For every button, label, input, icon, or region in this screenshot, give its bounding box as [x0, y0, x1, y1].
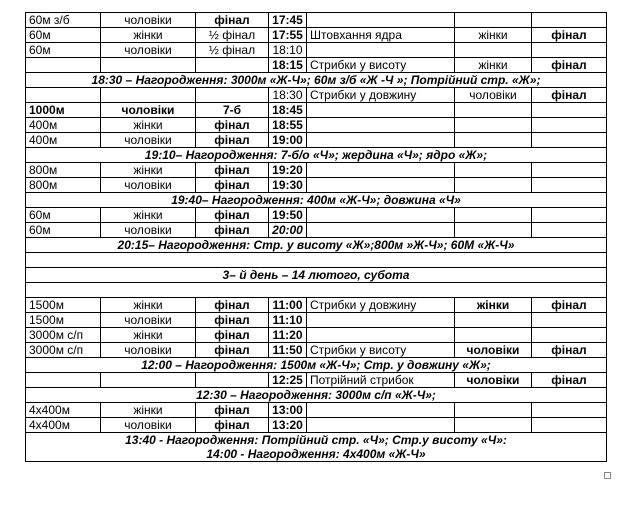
empty-cell	[532, 163, 607, 178]
field-gender-cell: чоловіки	[455, 88, 532, 103]
empty-cell	[455, 163, 532, 178]
field-gender-cell	[455, 328, 532, 343]
table-row	[26, 43, 607, 58]
table-row	[26, 373, 607, 388]
round-cell: фінал	[196, 343, 269, 358]
empty-cell	[307, 208, 455, 223]
award-row	[26, 238, 607, 253]
empty-cell	[307, 418, 455, 433]
event-cell: 1500м	[26, 298, 101, 313]
gender-cell: жінки	[101, 298, 196, 313]
event-cell: 1000м	[26, 103, 101, 118]
field-event-cell: Стрибки у довжину	[307, 88, 455, 103]
time-cell: 17:55	[269, 28, 307, 43]
gender-cell	[101, 88, 196, 103]
empty-cell	[532, 223, 607, 238]
empty-cell	[455, 223, 532, 238]
gender-cell: жінки	[101, 328, 196, 343]
spacer-row	[26, 253, 607, 268]
field-event-cell	[307, 313, 455, 328]
time-cell: 20:00	[269, 223, 307, 238]
event-cell: 3000м с/п	[26, 328, 101, 343]
round-cell: 7-б	[196, 103, 269, 118]
round-cell: фінал	[196, 208, 269, 223]
field-gender-cell: жінки	[455, 298, 532, 313]
empty-cell	[455, 418, 532, 433]
event-cell: 400м	[26, 133, 101, 148]
field-round-cell: фінал	[532, 373, 607, 388]
field-round-cell: фінал	[532, 88, 607, 103]
round-cell: фінал	[196, 298, 269, 313]
empty-cell	[532, 403, 607, 418]
spacer-row	[26, 283, 607, 298]
time-cell: 11:00	[269, 298, 307, 313]
award-row	[26, 193, 607, 208]
field-event-cell: Стрибки у висоту	[307, 58, 455, 73]
round-cell: ½ фінал	[196, 43, 269, 58]
table-row	[26, 58, 607, 73]
gender-cell: жінки	[101, 28, 196, 43]
award-row	[26, 358, 607, 373]
field-round-cell	[532, 313, 607, 328]
event-cell: 60м	[26, 43, 101, 58]
round-cell: фінал	[196, 118, 269, 133]
table-row	[26, 208, 607, 223]
field-event-cell	[307, 133, 455, 148]
schedule-table	[25, 12, 607, 462]
empty-cell	[307, 223, 455, 238]
round-cell	[196, 88, 269, 103]
gender-cell: чоловіки	[101, 103, 196, 118]
field-gender-cell: чоловіки	[455, 343, 532, 358]
empty-cell	[26, 253, 607, 268]
time-cell: 13:20	[269, 418, 307, 433]
empty-cell	[307, 178, 455, 193]
gender-cell: жінки	[101, 208, 196, 223]
empty-cell	[26, 373, 101, 388]
field-round-cell	[532, 13, 607, 28]
time-cell: 12:25	[269, 373, 307, 388]
time-cell: 18:45	[269, 103, 307, 118]
field-event-cell: Стрибки у довжину	[307, 298, 455, 313]
award-announcement: 19:40– Нагородження: 400м «Ж-Ч»; довжина «Ч»	[26, 193, 607, 208]
round-cell: фінал	[196, 178, 269, 193]
award-announcement: 20:15– Нагородження: Стр. у висоту «Ж»;800м »Ж-Ч»; 60М «Ж-Ч»	[26, 238, 607, 253]
round-cell: фінал	[196, 313, 269, 328]
event-cell: 60м	[26, 208, 101, 223]
field-event-cell	[307, 328, 455, 343]
table-row	[26, 403, 607, 418]
field-round-cell	[532, 43, 607, 58]
event-cell: 4х400м	[26, 418, 101, 433]
empty-cell	[196, 373, 269, 388]
field-gender-cell: жінки	[455, 28, 532, 43]
table-row	[26, 103, 607, 118]
event-cell: 400м	[26, 118, 101, 133]
table-row	[26, 28, 607, 43]
gender-cell: жінки	[101, 163, 196, 178]
event-cell: 800м	[26, 163, 101, 178]
empty-cell	[532, 208, 607, 223]
empty-cell	[455, 403, 532, 418]
field-gender-cell: жінки	[455, 58, 532, 73]
table-row	[26, 418, 607, 433]
gender-cell: чоловіки	[101, 223, 196, 238]
award-announcement: 18:30 – Нагородження: 3000м «Ж-Ч»; 60м з/б «Ж -Ч »; Потрійний стр. «Ж»;	[26, 73, 607, 88]
empty-cell	[307, 403, 455, 418]
time-cell: 17:45	[269, 13, 307, 28]
day-header-row	[26, 268, 607, 283]
table-row	[26, 118, 607, 133]
time-cell: 11:20	[269, 328, 307, 343]
table-row	[26, 88, 607, 103]
field-gender-cell: чоловіки	[455, 373, 532, 388]
field-round-cell: фінал	[532, 28, 607, 43]
field-gender-cell	[455, 43, 532, 58]
table-row	[26, 178, 607, 193]
event-cell: 60м	[26, 28, 101, 43]
event-cell: 60м з/б	[26, 13, 101, 28]
gender-cell: чоловіки	[101, 343, 196, 358]
award-line: 13:40 - Нагородження: Потрійний стр. «Ч»; Стр.у висоту «Ч»:	[125, 433, 507, 447]
empty-cell	[455, 178, 532, 193]
round-cell: фінал	[196, 133, 269, 148]
field-event-cell	[307, 43, 455, 58]
table-row	[26, 313, 607, 328]
time-cell: 18:15	[269, 58, 307, 73]
empty-cell	[101, 373, 196, 388]
table-row	[26, 163, 607, 178]
event-cell	[26, 88, 101, 103]
field-gender-cell	[455, 133, 532, 148]
event-cell: 1500м	[26, 313, 101, 328]
table-row	[26, 298, 607, 313]
award-row	[26, 73, 607, 88]
award-row	[26, 433, 607, 462]
round-cell	[196, 58, 269, 73]
gender-cell: чоловіки	[101, 178, 196, 193]
round-cell: фінал	[196, 328, 269, 343]
gender-cell	[101, 58, 196, 73]
award-announcement	[26, 433, 607, 462]
empty-cell	[455, 208, 532, 223]
event-cell: 3000м с/п	[26, 343, 101, 358]
award-announcement: 19:10– Нагородження: 7-б/о «Ч»; жердина «Ч»; ядро «Ж»;	[26, 148, 607, 163]
gender-cell: чоловіки	[101, 418, 196, 433]
award-announcement: 12:00 – Нагородження: 1500м «Ж-Ч»; Стр. у довжину «Ж»;	[26, 358, 607, 373]
empty-cell	[532, 178, 607, 193]
award-line: 14:00 - Нагородження: 4х400м «Ж-Ч»	[206, 447, 426, 461]
event-cell: 60м	[26, 223, 101, 238]
time-cell: 11:50	[269, 343, 307, 358]
field-round-cell	[532, 133, 607, 148]
time-cell: 13:00	[269, 403, 307, 418]
field-event-cell: Стрибки у висоту	[307, 343, 455, 358]
time-cell: 11:10	[269, 313, 307, 328]
field-round-cell	[532, 118, 607, 133]
round-cell: фінал	[196, 13, 269, 28]
field-round-cell	[532, 328, 607, 343]
round-cell: фінал	[196, 403, 269, 418]
gender-cell: чоловіки	[101, 13, 196, 28]
field-gender-cell	[455, 313, 532, 328]
empty-cell	[26, 283, 607, 298]
time-cell: 18:55	[269, 118, 307, 133]
time-cell: 19:50	[269, 208, 307, 223]
gender-cell: чоловіки	[101, 133, 196, 148]
round-cell: фінал	[196, 163, 269, 178]
table-resize-handle[interactable]	[604, 472, 611, 479]
field-event-cell: Потрійний стрибок	[307, 373, 455, 388]
award-announcement: 12:30 – Нагородження: 3000м с/п «Ж-Ч»;	[26, 388, 607, 403]
table-row	[26, 133, 607, 148]
field-event-cell	[307, 118, 455, 133]
time-cell: 19:20	[269, 163, 307, 178]
event-cell	[26, 58, 101, 73]
field-round-cell: фінал	[532, 343, 607, 358]
award-row	[26, 148, 607, 163]
field-gender-cell	[455, 13, 532, 28]
time-cell: 19:30	[269, 178, 307, 193]
time-cell: 19:00	[269, 133, 307, 148]
field-gender-cell	[455, 103, 532, 118]
gender-cell: жінки	[101, 118, 196, 133]
field-event-cell: Штовхання ядра	[307, 28, 455, 43]
round-cell: ½ фінал	[196, 28, 269, 43]
table-row	[26, 328, 607, 343]
field-event-cell	[307, 103, 455, 118]
round-cell: фінал	[196, 418, 269, 433]
empty-cell	[307, 163, 455, 178]
field-round-cell: фінал	[532, 58, 607, 73]
gender-cell: чоловіки	[101, 43, 196, 58]
event-cell: 800м	[26, 178, 101, 193]
field-event-cell	[307, 13, 455, 28]
table-row	[26, 343, 607, 358]
day-header: 3– й день – 14 лютого, субота	[26, 268, 607, 283]
table-row	[26, 223, 607, 238]
gender-cell: жінки	[101, 403, 196, 418]
event-cell: 4х400м	[26, 403, 101, 418]
field-round-cell: фінал	[532, 298, 607, 313]
table-row	[26, 13, 607, 28]
time-cell: 18:30	[269, 88, 307, 103]
field-round-cell	[532, 103, 607, 118]
award-row	[26, 388, 607, 403]
gender-cell: чоловіки	[101, 313, 196, 328]
empty-cell	[532, 418, 607, 433]
round-cell: фінал	[196, 223, 269, 238]
field-gender-cell	[455, 118, 532, 133]
time-cell: 18:10	[269, 43, 307, 58]
